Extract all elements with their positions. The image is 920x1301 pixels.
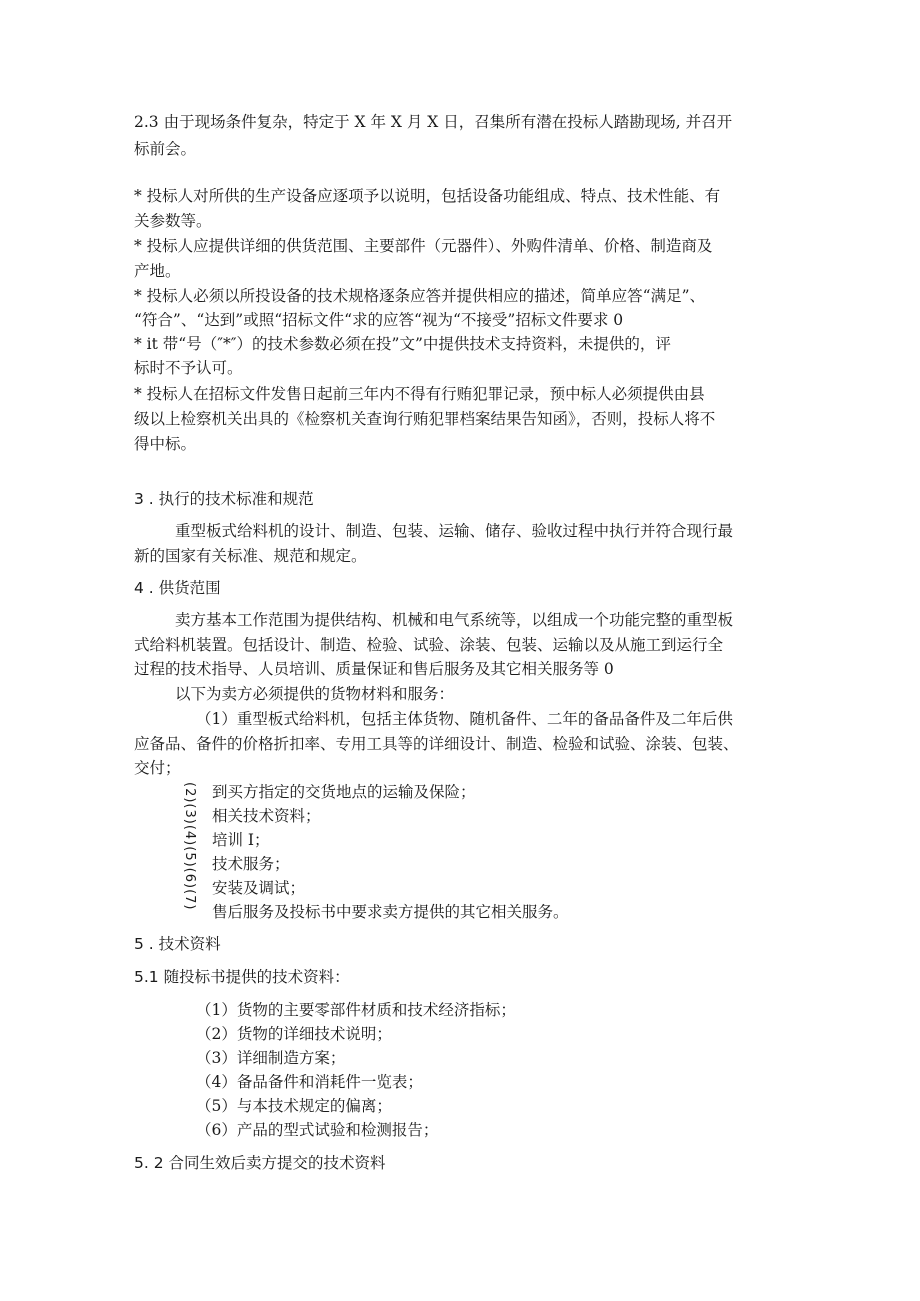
note-5-line3: 得中标。 — [134, 435, 197, 453]
sec2-3-line1: 2.3 由于现场条件复杂，特定于 X 年 X 月 X 日，召集所有潜在投标人踏勘现场, 并召开 — [134, 113, 733, 131]
supply-item1-line2: 应备品、备件的价格折扣率、专用工具等的详细设计、制造、检验和试验、涂装、包装、 — [134, 735, 739, 753]
note-3-line2: “符合”、“达到”或照“招标文件“求的应答“视为“不接受”招标文件要求 0 — [134, 311, 624, 329]
sec2-3-line2: 标前会。 — [134, 140, 197, 158]
supply-item4: 培训 I； — [212, 831, 270, 849]
supply-item7: 售后服务及投标书中要求卖方提供的其它相关服务。 — [212, 903, 569, 921]
note-2-line1: * 投标人应提供详细的供货范围、主要部件（元器件）、外购件清单、价格、制造商及 — [134, 237, 713, 255]
tech-doc-item5: （5）与本技术规定的偏离； — [196, 1097, 392, 1115]
note-5-line2: 级以上检察机关出具的《检察机关查询行贿犯罪档案结果告知函》，否则，投标人将不 — [134, 410, 716, 428]
tech-doc-item2: （2）货物的详细技术说明； — [196, 1025, 392, 1043]
supply-item2: 到买方指定的交货地点的运输及保险； — [212, 783, 476, 801]
supply-item3: 相关技术资料； — [212, 807, 321, 825]
note-5-line1: * 投标人在招标文件发售日起前三年内不得有行贿犯罪记录，预中标人必须提供由县 — [134, 385, 705, 403]
tech-doc-item3: （3）详细制造方案； — [196, 1049, 346, 1067]
sec4-para-line2: 式给料机装置。包括设计、制造、检验、试验、涂装、包装、运输以及从施工到运行全 — [134, 636, 724, 654]
supply-item6: 安装及调试； — [212, 879, 306, 897]
sec5-2-subheading: 5. 2 合同生效后卖方提交的技术资料 — [134, 1154, 386, 1172]
sec3-para-line2: 新的国家有关标准、规范和规定。 — [134, 547, 367, 565]
sec5-1-subheading: 5.1 随投标书提供的技术资料： — [134, 968, 350, 986]
note-2-line2: 产地。 — [134, 262, 181, 280]
sec3-para-line1: 重型板式给料机的设计、制造、包装、运输、储存、验收过程中执行并符合现行最 — [175, 522, 734, 540]
tech-doc-item1: （1）货物的主要零部件材质和技术经济指标； — [196, 1001, 516, 1019]
note-4-line2: 标时不予认可。 — [134, 359, 243, 377]
rotated-item-numbers — [181, 780, 201, 920]
supply-item5: 技术服务； — [212, 855, 290, 873]
sec3-heading: 3 . 执行的技术标准和规范 — [134, 490, 314, 508]
note-1-line1: * 投标人对所供的生产设备应逐项予以说明，包括设备功能组成、特点、技术性能、有 — [134, 187, 721, 205]
note-4-line1: * it 带“号（″*″）的技术参数必须在投”文”中提供技术支持资料，未提供的，评 — [134, 335, 671, 353]
sec4-heading: 4 . 供货范围 — [134, 579, 221, 597]
note-1-line2: 关参数等。 — [134, 212, 212, 230]
sec4-para-line4: 以下为卖方必须提供的货物材料和服务： — [175, 685, 455, 703]
sec4-para-line3: 过程的技术指导、人员培训、质量保证和售后服务及其它相关服务等 0 — [134, 660, 614, 678]
tech-doc-item6: （6）产品的型式试验和检测报告； — [196, 1121, 439, 1139]
sec5-heading: 5 . 技术资料 — [134, 935, 221, 953]
tech-doc-item4: （4）备品备件和消耗件一览表； — [196, 1073, 423, 1091]
supply-item1-line1: （1）重型板式给料机，包括主体货物、随机备件、二年的备品备件及二年后供 — [196, 710, 733, 728]
supply-item1-line3: 交付； — [134, 759, 181, 777]
rotated-item-numbers-text: (2)(3)(4)(5)(6)(7) — [182, 782, 197, 911]
sec4-para-line1: 卖方基本工作范围为提供结构、机械和电气系统等，以组成一个功能完整的重型板 — [175, 611, 734, 629]
note-3-line1: * 投标人必须以所投设备的技术规格逐条应答并提供相应的描述，简单应答“满足”、 — [134, 287, 706, 305]
